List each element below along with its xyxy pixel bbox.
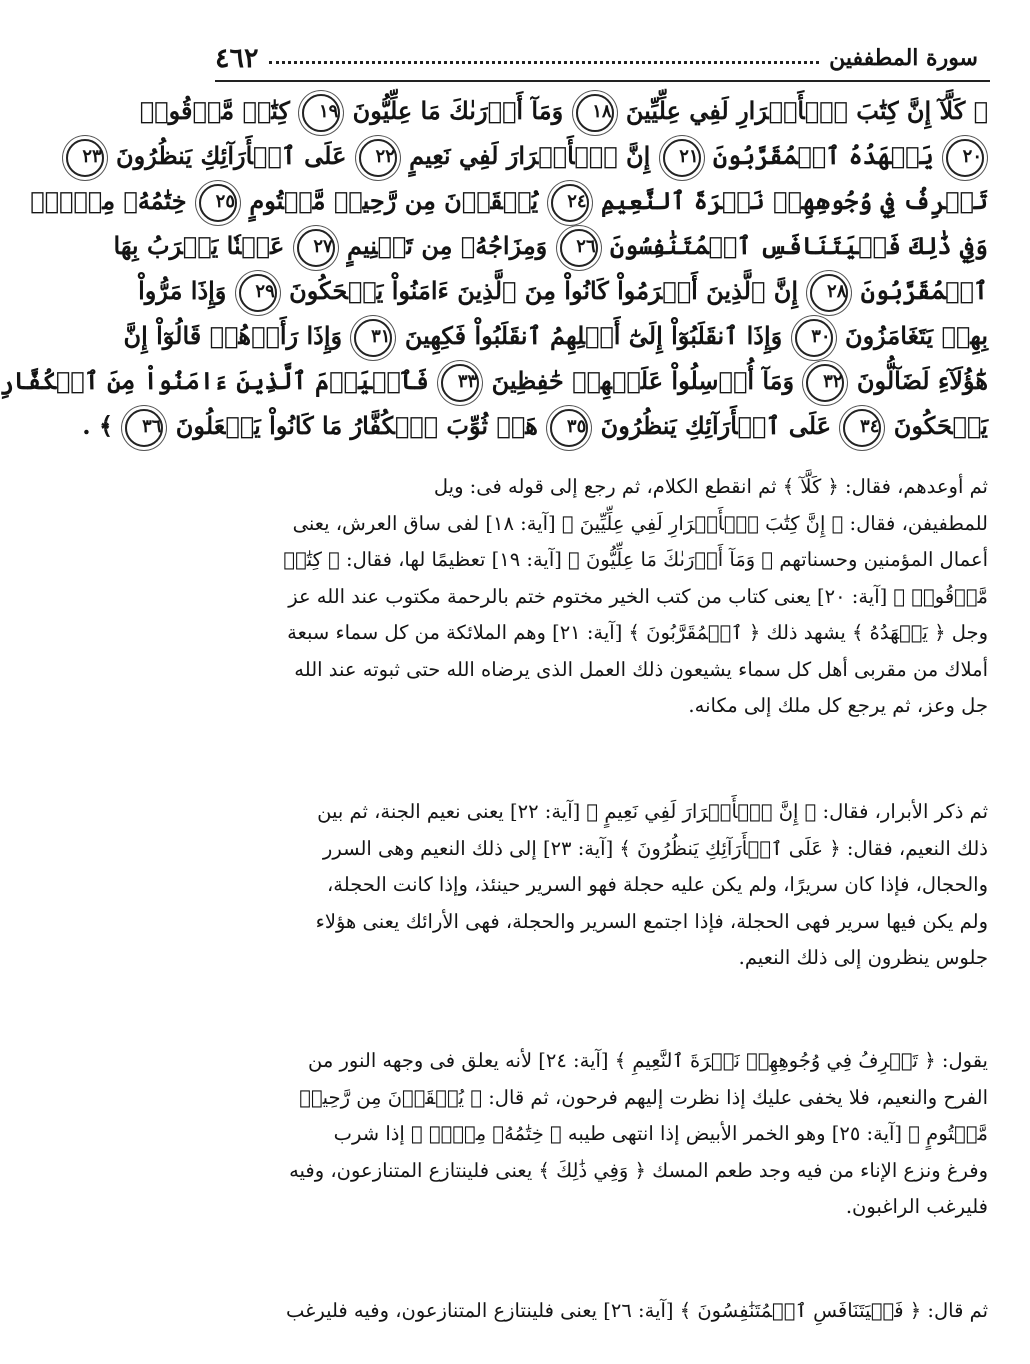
verse-text: كِتَٰبٞ مَّرۡقُومٞ	[139, 96, 290, 125]
ayah-number-marker: ٢٠	[946, 139, 984, 177]
verse-text: وَفِي ذَٰلِكَ فَلۡيَتَنَافَسِ ٱلۡمُتَنَٰفِسُونَ	[610, 231, 988, 260]
ayah-number-marker: ٢١	[663, 139, 701, 177]
ayah-number-marker: ٢٣	[66, 139, 104, 177]
ayah-number-marker: ٢٥	[199, 184, 237, 222]
ayah-number-marker: ٢٧	[297, 229, 335, 267]
verse-text: وَمَآ أُرۡسِلُواْ عَلَيۡهِمۡ حَٰفِظِينَ	[491, 366, 795, 395]
tafsir-paragraph-1	[213, 469, 988, 725]
dotted-leader	[269, 61, 820, 64]
ayah-number-marker: ٣٦	[125, 409, 163, 447]
quran-text-block	[0, 88, 988, 448]
verse-text: ٱلۡمُقَرَّبُونَ	[860, 276, 988, 305]
page-number: ٤٦٢	[215, 42, 259, 74]
verse-text: إِنَّ ٱلَّذِينَ أَجۡرَمُواْ كَانُواْ مِنَ ٱلَّذِينَ ءَامَنُواْ يَضۡحَكُونَ	[289, 276, 799, 305]
verse-text: وَمَآ أَدۡرَىٰكَ مَا عِلِّيُّونَ	[352, 96, 564, 125]
verse-text: يُسۡقَوۡنَ مِن رَّحِيقٖ مَّخۡتُومٍ	[249, 186, 539, 215]
tafsir-line: أملاك من مقربى أهل كل سماء يشيعون ذلك العمل الذى يرضاه الله حتى ثبوته عند الله	[294, 657, 988, 681]
header-rule	[215, 80, 990, 82]
quran-line	[0, 358, 988, 403]
quran-line	[82, 133, 988, 178]
tafsir-line: ثم ذكر الأبرار، فقال: ﴿ إِنَّ ٱلۡأَبۡرَارَ لَفِي نَعِيمٍ ﴾ [آية: ٢٢] يعنى نعيم الجنة، ثم بين	[317, 800, 988, 823]
tafsir-line: أعمال المؤمنين وحسناتهم ﴿ وَمَآ أَدۡرَىٰكَ مَا عِلِّيُّونَ ﴾ [آية: ١٩] تعظيمًا لها، فقال: ﴿ كِتَٰبٞ	[283, 548, 988, 571]
ayah-number-marker: ١٨	[576, 94, 614, 132]
ayah-number-marker: ٣٣	[441, 364, 479, 402]
tafsir-line: للمطفيفن، فقال: ﴿ إِنَّ كِتَٰبَ ٱلۡأَبۡرَارِ لَفِي عِلِّيِّينَ ﴾ [آية: ١٨] لفى ساق العرش، يعنى	[292, 511, 988, 535]
tafsir-line: مَّرۡقُومٞ ﴾ [آية: ٢٠] يعنى كتاب من كتب الخير مختوم ختم بالرحمة مكتوب عند الله عز	[288, 584, 988, 608]
tafsir-line: مَّخۡتُومٍ ﴾ [آية: ٢٥] وهو الخمر الأبيض إذا انتهى طيبه ﴿ خِتَٰمُهُۥ مِسۡكٞ ﴾ إذا شرب	[333, 1122, 988, 1145]
page-header	[215, 38, 978, 78]
tafsir-paragraph-4	[213, 1293, 988, 1330]
verse-text: يَشۡهَدُهُ ٱلۡمُقَرَّبُونَ	[712, 141, 934, 170]
quran-line	[113, 223, 988, 268]
verse-text: ﴿ كَلَّآ إِنَّ كِتَٰبَ ٱلۡأَبۡرَارِ لَفِي عِلِّيِّينَ	[625, 96, 988, 125]
verse-text: تَعۡرِفُ فِي وُجُوهِهِمۡ نَضۡرَةَ ٱلنَّعِيمِ	[600, 186, 988, 215]
ayah-number-marker: ٣٠	[795, 319, 833, 357]
quran-line	[138, 268, 988, 313]
tafsir-line: يقول: ﴿ تَعۡرِفُ فِي وُجُوهِهِمۡ نَضۡرَةَ ٱلنَّعِيمِ ﴾ [آية: ٢٤] لأنه يعلق فى وجهه النور من	[308, 1049, 988, 1072]
tafsir-paragraph-3	[213, 1043, 988, 1226]
quran-line	[30, 178, 988, 223]
tafsir-paragraph-2	[213, 794, 988, 977]
tafsir-line: ذلك النعيم، فقال: ﴿ عَلَى ٱلۡأَرَآئِكِ يَنظُرُونَ ﴾ [آية: ٢٣] إلى ذلك النعيم وهى السرر	[322, 836, 988, 860]
quran-line	[139, 88, 988, 133]
verse-text: يَضۡحَكُونَ	[893, 411, 988, 440]
verse-text: وَمِزَاجُهُۥ مِن تَسۡنِيمٍ	[347, 231, 548, 260]
tafsir-line: وفرغ ونزع الإناء من فيه وجد طعم المسك ﴿ وَفِي ذَٰلِكَ ﴾ يعنى فلينتازع المتنازعون، وفيه	[289, 1158, 988, 1182]
quran-line	[82, 403, 988, 448]
tafsir-line: ثم أوعدهم، فقال: ﴿ كَلَّآ ﴾ ثم انقطع الكلام، ثم رجع إلى قوله فى: ويل	[433, 475, 988, 498]
verse-text: إِنَّ ٱلۡأَبۡرَارَ لَفِي نَعِيمٍ	[409, 141, 651, 170]
ayah-number-marker: ٢٦	[560, 229, 598, 267]
tafsir-line: والحجال، فإذا كان سريرًا، ولم يكن عليه حجلة فهو السرير حينئذ، وإذا كانت الحجلة،	[327, 873, 988, 896]
verse-text: ﴾ .	[82, 411, 114, 440]
ayah-number-marker: ٢٨	[810, 274, 848, 312]
verse-text: فَٱلۡيَوۡمَ ٱلَّذِينَ ءَامَنُواْ مِنَ ٱلۡكُفَّارِ	[0, 366, 429, 395]
verse-text: عَلَى ٱلۡأَرَآئِكِ يَنظُرُونَ	[116, 141, 347, 170]
ayah-number-marker: ٢٤	[551, 184, 589, 222]
verse-text: خِتَٰمُهُۥ مِسۡكٞۚ	[30, 186, 187, 215]
ayah-number-marker: ٣٢	[806, 364, 844, 402]
tafsir-line: وجل ﴿ يَشۡهَدُهُ ﴾ يشهد ذلك ﴿ ٱلۡمُقَرَّبُونَ ﴾ [آية: ٢١] وهم الملائكة من كل سماء سبعة	[287, 621, 988, 644]
tafsir-line: ثم قال: ﴿ فَلۡيَتَنَافَسِ ٱلۡمُتَنَٰفِسُونَ ﴾ [آية: ٢٦] يعنى فلينتازع المتنازعون، وفيه فليرغب	[285, 1299, 988, 1322]
quran-line	[123, 313, 988, 358]
ayah-number-marker: ٣٥	[550, 409, 588, 447]
verse-text: وَإِذَا رَأَوۡهُمۡ قَالُوٓاْ إِنَّ	[123, 321, 343, 350]
ayah-number-marker: ٢٩	[239, 274, 277, 312]
tafsir-line: جل وعز، ثم يرجع كل ملك إلى مكانه.	[688, 694, 988, 717]
verse-text: هَلۡ ثُوِّبَ ٱلۡكُفَّارُ مَا كَانُواْ يَفۡعَلُونَ	[175, 411, 538, 440]
verse-text: هَٰٓؤُلَآءِ لَضَآلُّونَ	[856, 366, 988, 395]
verse-text: عَيۡنٗا يَشۡرَبُ بِهَا	[113, 231, 285, 260]
verse-text: عَلَى ٱلۡأَرَآئِكِ يَنظُرُونَ	[600, 411, 832, 440]
tafsir-line: فليرغب الراغبون.	[845, 1195, 988, 1218]
tafsir-line: ولم يكن فيها سرير فهى الحجلة، فإذا اجتمع السرير والحجلة، فهى الأرائك يعنى هؤلاء	[315, 909, 988, 933]
ayah-number-marker: ٣١	[354, 319, 392, 357]
tafsir-line: الفرح والنعيم، فلا يخفى عليك إذا نظرت إليهم فرحون، ثم قال: ﴿ يُسۡقَوۡنَ مِن رَّحِيقٖ	[299, 1085, 988, 1109]
verse-text: وَإِذَا ٱنقَلَبُوٓاْ إِلَىٰٓ أَهۡلِهِمُ ٱنقَلَبُواْ فَكِهِينَ	[404, 321, 783, 350]
ayah-number-marker: ١٩	[302, 94, 340, 132]
tafsir-line: جلوس ينظرون إلى ذلك النعيم.	[738, 946, 988, 969]
ayah-number-marker: ٣٤	[843, 409, 881, 447]
ayah-number-marker: ٢٢	[359, 139, 397, 177]
surah-name: سورة المطففين	[829, 45, 978, 71]
verse-text: بِهِمۡ يَتَغَامَزُونَ	[844, 321, 988, 350]
verse-text: وَإِذَا مَرُّواْ	[138, 276, 227, 305]
